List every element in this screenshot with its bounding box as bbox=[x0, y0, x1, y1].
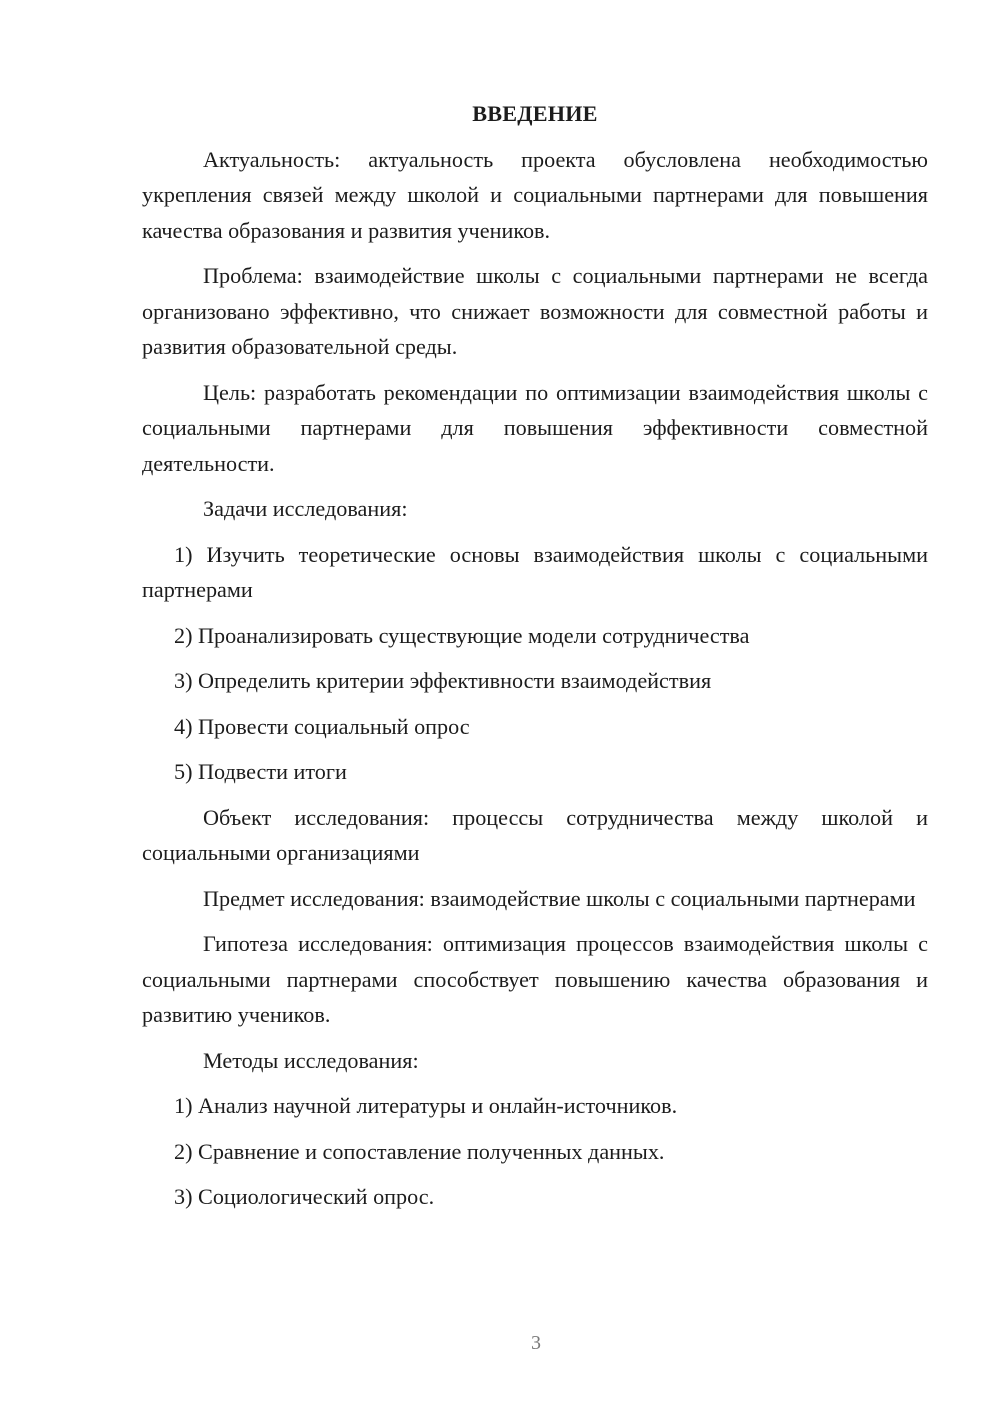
methods-heading: Методы исследования: bbox=[203, 1047, 419, 1073]
object-paragraph: Объект исследования: процессы сотрудничества между школой и социальными организациями bbox=[142, 804, 928, 865]
problem-paragraph: Проблема: взаимодействие школы с социальными партнерами не всегда организовано эффективно, что снижает возможности для совместной работы и развития образовательной среды. bbox=[142, 263, 928, 359]
list-item: 2) Сравнение и сопоставление полученных данных. bbox=[174, 1138, 665, 1164]
list-item: 5) Подвести итоги bbox=[174, 759, 347, 784]
list-item: 3) Социологический опрос. bbox=[174, 1184, 435, 1209]
goal-paragraph: Цель: разработать рекомендации по оптимизации взаимодействия школы с социальными партнерами для повышения эффективности совместной деятельности. bbox=[142, 379, 928, 476]
relevance-paragraph: Актуальность: актуальность проекта обусловлена необходимостью укрепления связей между школой и социальными партнерами для повышения качества образования и развития учеников. bbox=[142, 146, 928, 243]
page-number: 3 bbox=[531, 1332, 541, 1354]
tasks-heading: Задачи исследования: bbox=[203, 496, 408, 521]
document-page bbox=[142, 96, 928, 1225]
list-item: 3) Определить критерии эффективности взаимодействия bbox=[174, 668, 712, 693]
list-item: 4) Провести социальный опрос bbox=[174, 713, 470, 739]
page-title: ВВЕДЕНИЕ bbox=[472, 101, 598, 126]
list-item: 2) Проанализировать существующие модели сотрудничества bbox=[174, 622, 750, 648]
tasks-list bbox=[142, 537, 928, 790]
methods-list bbox=[142, 1088, 928, 1215]
subject-paragraph: Предмет исследования: взаимодействие школы с социальными партнерами bbox=[203, 885, 916, 911]
list-item: 1) Изучить теоретические основы взаимодействия школы с социальными партнерами bbox=[142, 541, 928, 602]
list-item: 1) Анализ научной литературы и онлайн-источников. bbox=[174, 1093, 678, 1118]
hypothesis-paragraph: Гипотеза исследования: оптимизация процессов взаимодействия школы с социальными партнерами способствует повышению качества образования и развитию учеников. bbox=[142, 931, 928, 1027]
